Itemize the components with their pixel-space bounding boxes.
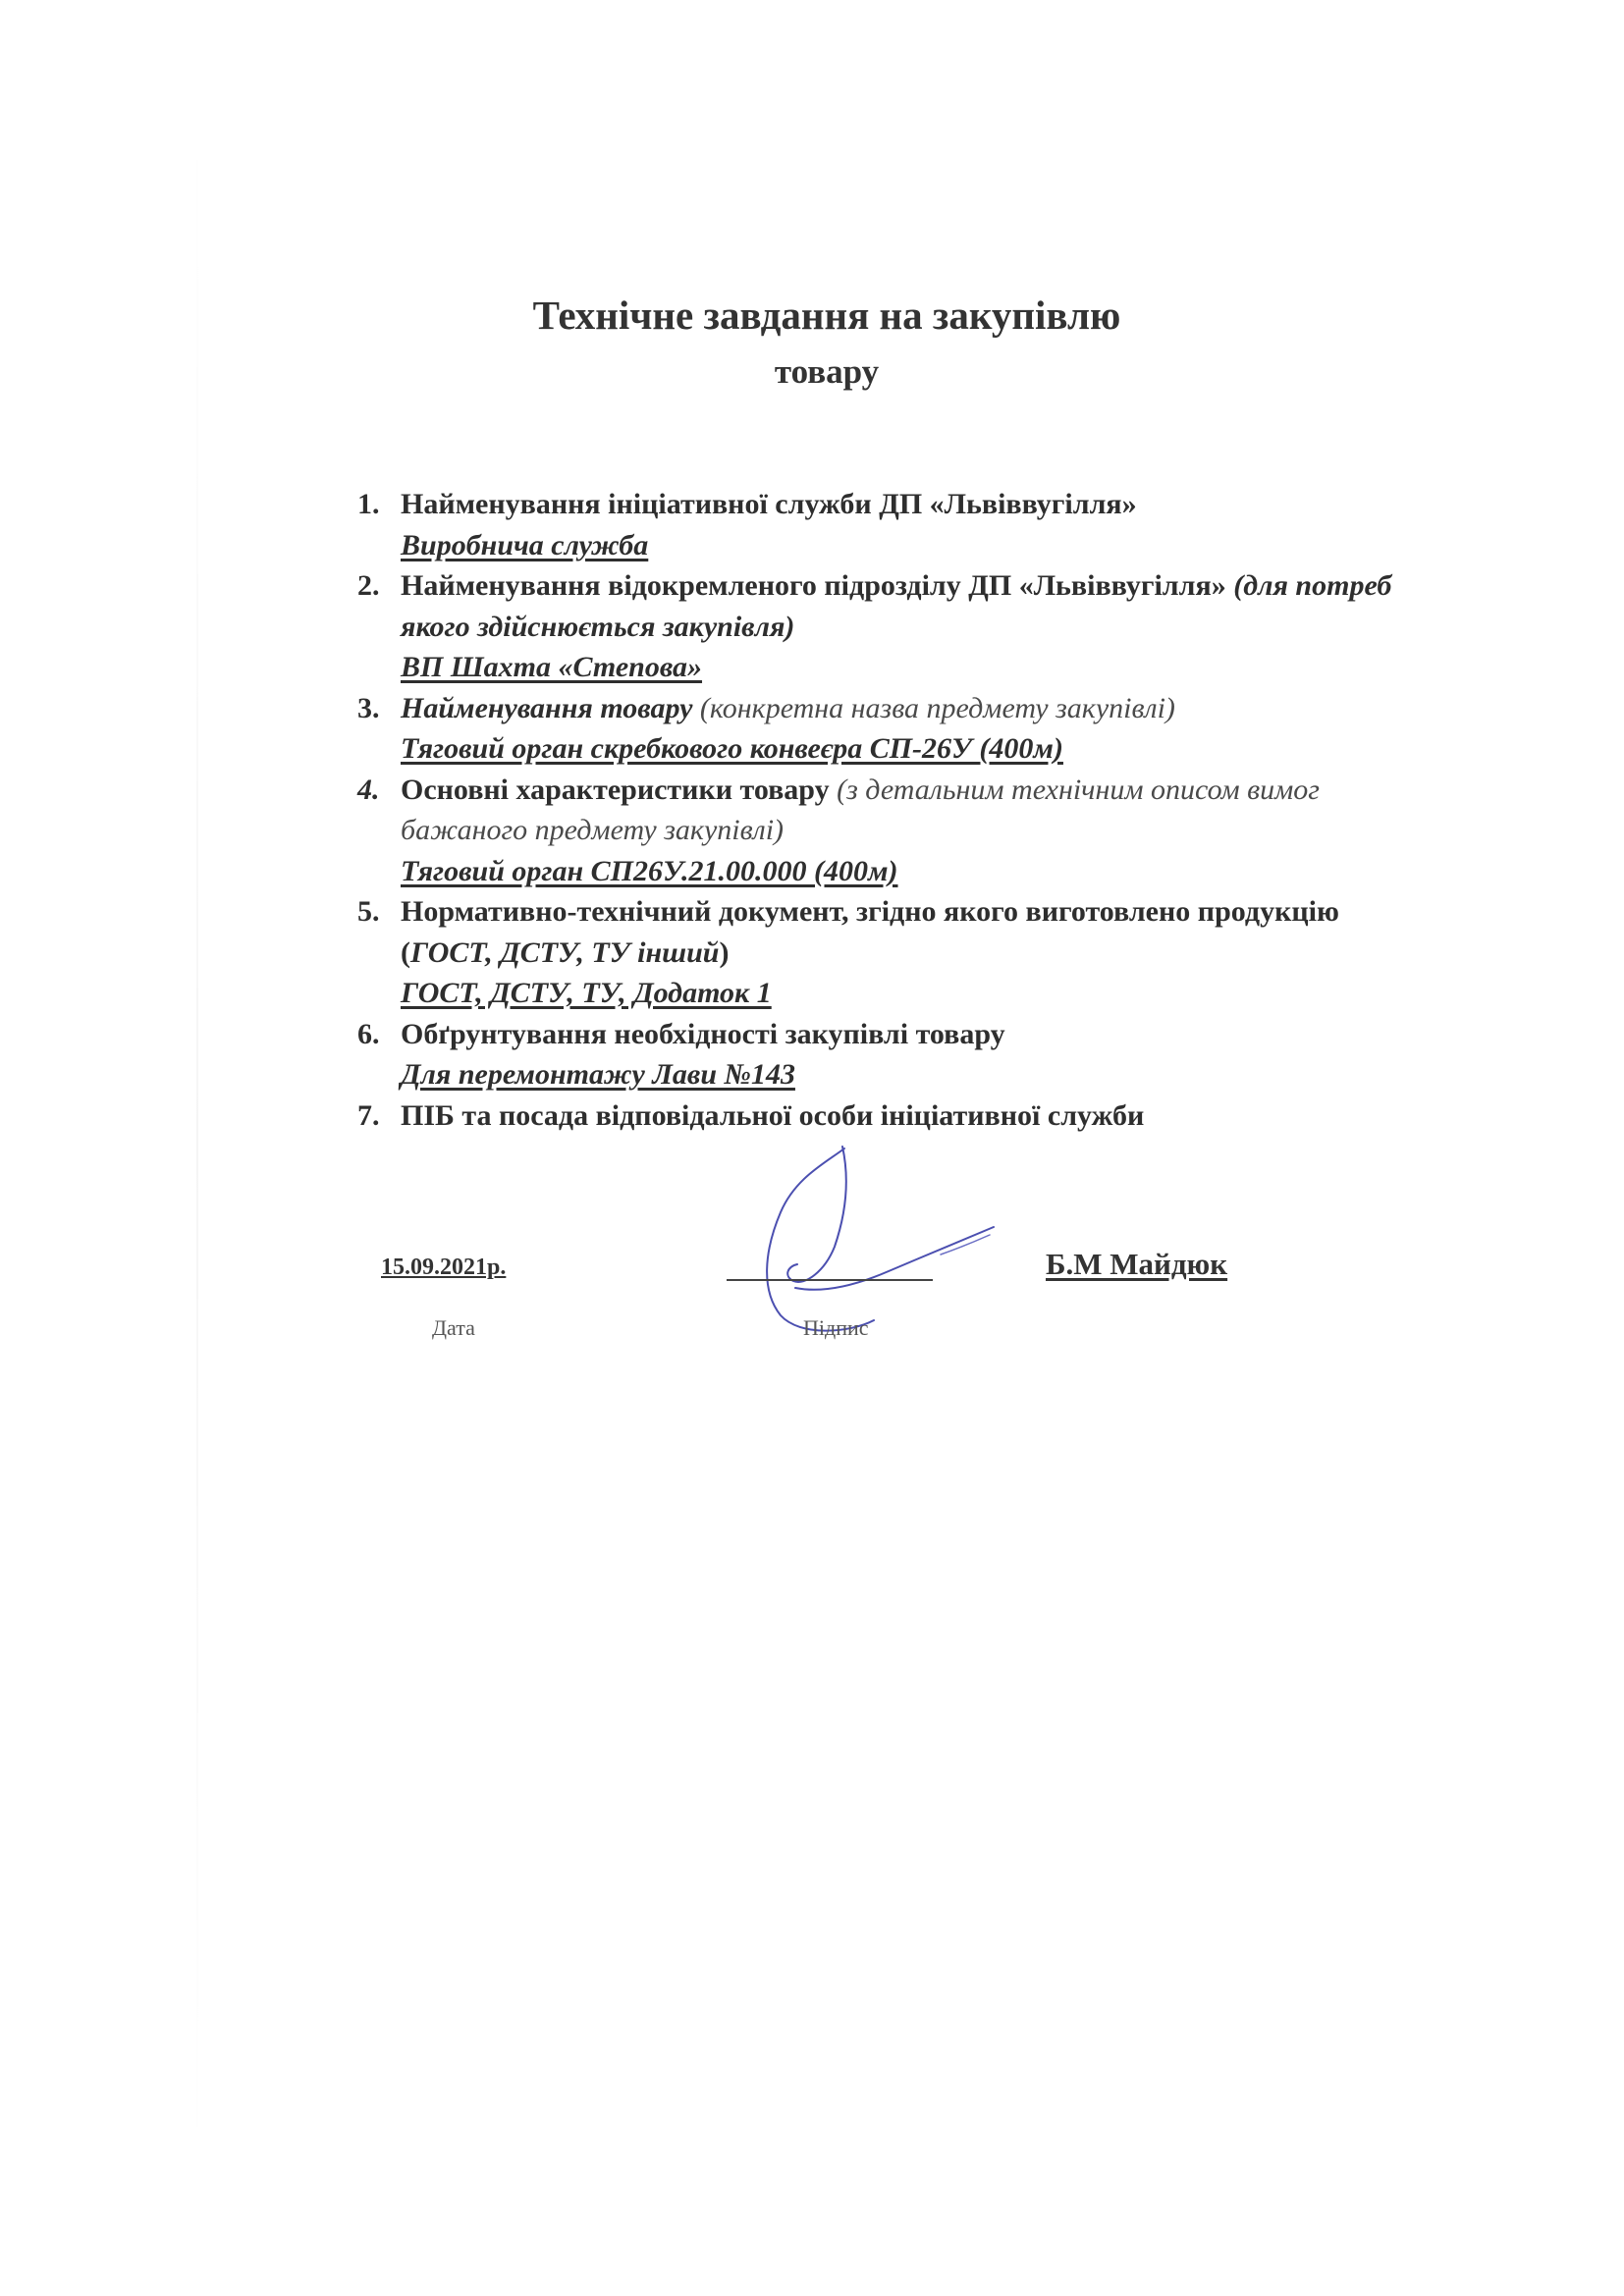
item-number: 2.	[357, 569, 380, 602]
item-number: 5.	[357, 895, 380, 928]
item-number: 7.	[357, 1098, 380, 1132]
title-line-2: товару	[774, 352, 880, 391]
item-label: Найменування товару	[401, 691, 693, 724]
item-number: 1.	[357, 488, 380, 520]
date-caption: Дата	[432, 1315, 475, 1340]
title-line-1: Технічне завдання на закупівлю	[532, 293, 1121, 338]
item-label: Найменування ініціативної служби ДП «Львіввугілля»	[401, 488, 1137, 520]
item-answer: ГОСТ, ДСТУ, ТУ, Додаток 1	[401, 977, 772, 1009]
list-item-1	[357, 484, 1536, 565]
item-hint: (з детальним технічним описом вимог	[837, 773, 1320, 806]
item-answer: ВП Шахта «Степова»	[401, 651, 703, 683]
document-title	[0, 291, 1624, 397]
item-label: Основні характеристики товару	[401, 773, 830, 806]
item-answer: Для перемонтажу Лави №143	[401, 1058, 795, 1091]
item-label: Нормативно-технічний документ, згідно якого виготовлено продукцію	[401, 895, 1339, 928]
item-label: Обґрунтування необхідності закупівлі товару	[401, 1017, 1005, 1050]
item-number: 3.	[357, 691, 380, 724]
item-number: 4.	[357, 773, 380, 806]
item-number: 6.	[357, 1017, 380, 1050]
item-answer: Виробнича служба	[401, 528, 649, 561]
item-answer: Тяговий орган СП26У.21.00.000 (400м)	[401, 854, 898, 887]
scan-edge-shadow	[196, 108, 198, 2179]
standards-list: ГОСТ, ДСТУ, ТУ інший	[410, 935, 720, 969]
list-item-4	[357, 770, 1536, 892]
item-hint-line-2: якого здійснюється закупівля)	[401, 610, 795, 643]
requirements-list	[357, 484, 1536, 1136]
paren-close: )	[719, 935, 730, 969]
item-label-line-2	[401, 933, 1536, 974]
signature-row	[0, 1237, 1624, 1355]
item-hint: (конкретна назва предмету закупівлі)	[699, 691, 1175, 724]
list-item-6	[357, 1014, 1536, 1095]
signer-name: Б.М Майдюк	[1046, 1247, 1228, 1281]
date-value: 15.09.2021р.	[381, 1255, 507, 1280]
list-item-5	[357, 891, 1536, 1014]
item-hint: (для потреб	[1233, 569, 1392, 602]
signature-caption: Підпис	[803, 1315, 869, 1340]
list-item-3	[357, 688, 1536, 770]
item-label: ПІБ та посада відповідальної особи ініціативної служби	[401, 1098, 1145, 1132]
item-answer: Тяговий орган скребкового конвеєра СП-26У (400м)	[401, 732, 1063, 765]
signature-line	[727, 1279, 933, 1281]
list-item-2	[357, 565, 1536, 688]
item-hint-line-2: бажаного предмету закупівлі)	[401, 814, 785, 846]
paren-open: (	[401, 935, 410, 969]
item-label: Найменування відокремленого підрозділу ДП «Львіввугілля»	[401, 569, 1226, 602]
